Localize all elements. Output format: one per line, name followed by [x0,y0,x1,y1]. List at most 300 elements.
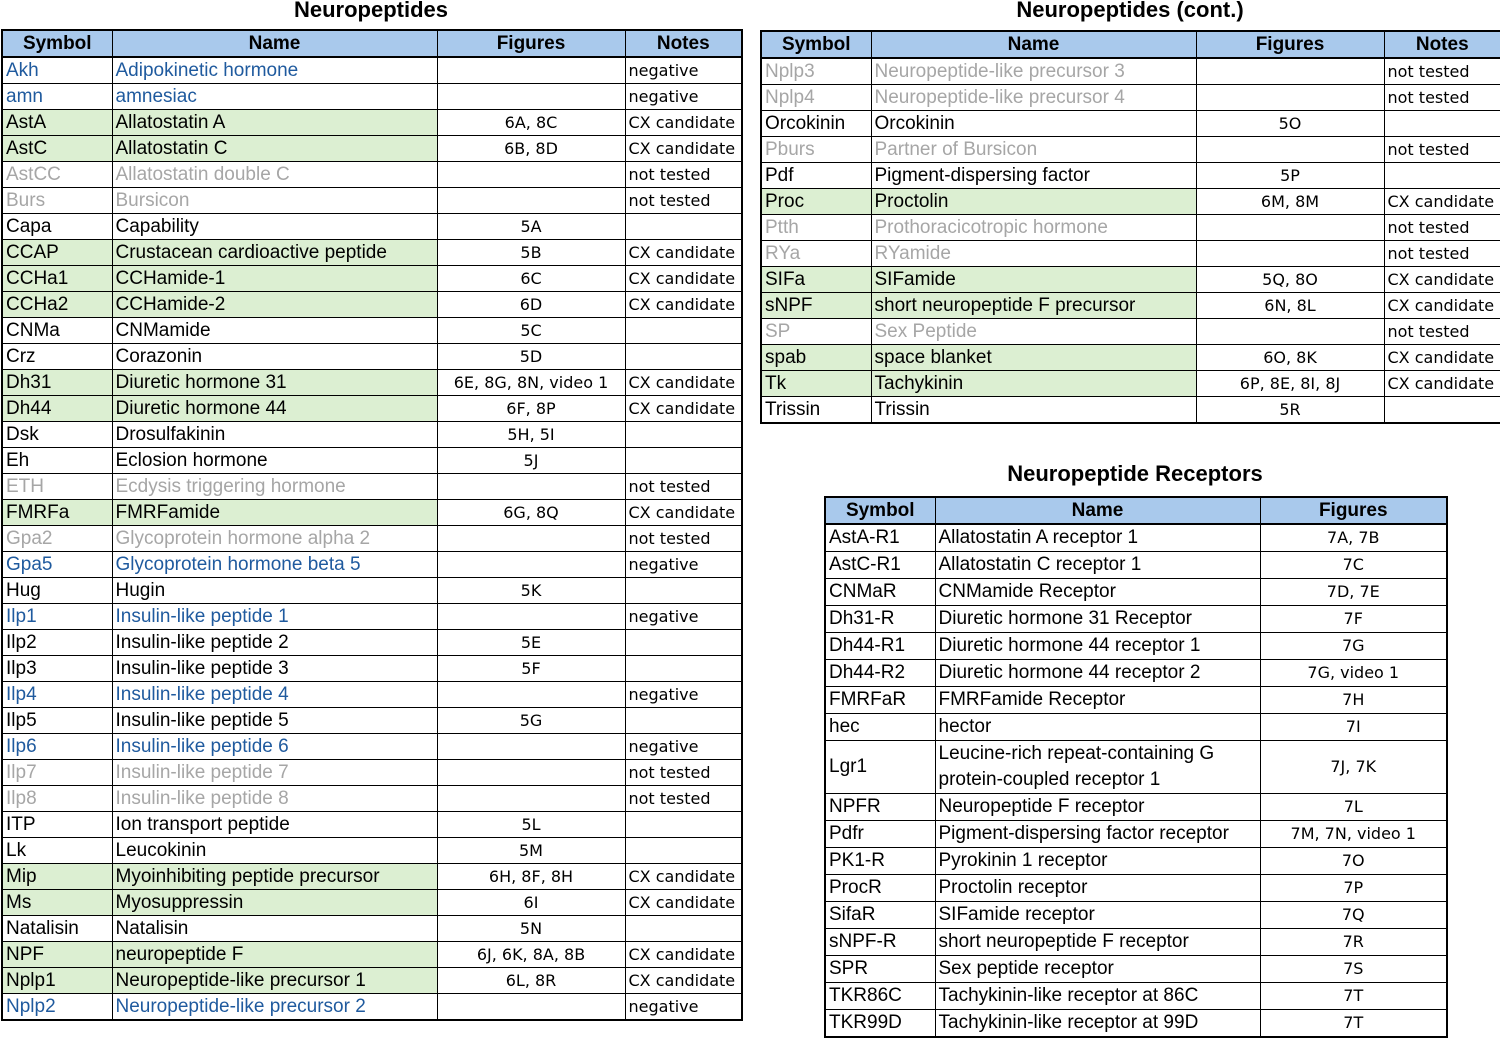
name-cell: Allatostatin C receptor 1 [935,552,1260,579]
notes-cell: not tested [1384,85,1500,111]
name-cell: Glycoprotein hormone beta 5 [112,552,437,578]
symbol-cell: Dh44-R2 [825,660,935,687]
symbol-cell: Nplp3 [761,58,871,85]
symbol-cell: CNMa [2,318,112,344]
name-cell: neuropeptide F [112,942,437,968]
figures-cell [1196,85,1384,111]
name-cell: Capability [112,214,437,240]
figures-cell: 7P [1260,875,1447,902]
table-row [2,84,742,110]
symbol-cell: Pdfr [825,821,935,848]
column-header-symbol: Symbol [2,30,112,57]
figures-cell: 7F [1260,606,1447,633]
figures-cell [1196,215,1384,241]
symbol-cell: Ilp6 [2,734,112,760]
name-cell: Prothoracicotropic hormone [871,215,1196,241]
symbol-cell: ProcR [825,875,935,902]
table-row [2,110,742,136]
notes-cell [625,812,742,838]
symbol-cell: Trissin [761,397,871,424]
table-row [2,188,742,214]
figures-cell [437,734,625,760]
table-row [761,345,1500,371]
figures-cell: 6J, 6K, 8A, 8B [437,942,625,968]
symbol-cell: Eh [2,448,112,474]
name-cell: Neuropeptide-like precursor 1 [112,968,437,994]
symbol-cell: Dh44 [2,396,112,422]
neuropeptides-cont-table [760,30,1500,424]
figures-cell: 5M [437,838,625,864]
name-cell: Myosuppressin [112,890,437,916]
notes-cell [1384,163,1500,189]
notes-cell [1384,397,1500,424]
figures-cell: 6D [437,292,625,318]
notes-cell: CX candidate [1384,345,1500,371]
name-cell: CNMamide Receptor [935,579,1260,606]
symbol-cell: Pburs [761,137,871,163]
figures-cell: 6M, 8M [1196,189,1384,215]
name-cell: Bursicon [112,188,437,214]
figures-cell [437,474,625,500]
name-cell: Pigment-dispersing factor receptor [935,821,1260,848]
table-row [2,916,742,942]
notes-cell [625,838,742,864]
figures-cell: 7T [1260,983,1447,1010]
notes-cell: not tested [1384,319,1500,345]
figures-cell [437,682,625,708]
name-cell: Corazonin [112,344,437,370]
figures-cell: 5G [437,708,625,734]
table-row [2,396,742,422]
table-row [825,848,1447,875]
column-header-name: Name [112,30,437,57]
name-cell: Tachykinin [871,371,1196,397]
name-cell: Diuretic hormone 44 receptor 2 [935,660,1260,687]
figures-cell [1196,137,1384,163]
figures-cell: 5P [1196,163,1384,189]
notes-cell [625,708,742,734]
notes-cell: CX candidate [625,110,742,136]
symbol-cell: CCHa2 [2,292,112,318]
name-cell: Ion transport peptide [112,812,437,838]
symbol-cell: Lk [2,838,112,864]
symbol-cell: Ptth [761,215,871,241]
table-title-neuropeptides: Neuropeptides [293,0,449,22]
name-cell: Insulin-like peptide 1 [112,604,437,630]
symbol-cell: Ilp2 [2,630,112,656]
name-cell: Drosulfakinin [112,422,437,448]
figures-cell: 6A, 8C [437,110,625,136]
column-header-notes: Notes [625,30,742,57]
name-cell: FMRFamide [112,500,437,526]
table-row [2,474,742,500]
symbol-cell: Proc [761,189,871,215]
name-cell: amnesiac [112,84,437,110]
notes-cell: negative [625,682,742,708]
notes-cell: negative [625,994,742,1021]
figures-cell [437,604,625,630]
table-row [2,422,742,448]
table-row [2,630,742,656]
table-row [761,85,1500,111]
figures-cell: 5A [437,214,625,240]
symbol-cell: CCAP [2,240,112,266]
symbol-cell: Ilp5 [2,708,112,734]
notes-cell: CX candidate [1384,293,1500,319]
notes-cell [625,422,742,448]
symbol-cell: SPR [825,956,935,983]
notes-cell: CX candidate [625,864,742,890]
table-row [2,318,742,344]
symbol-cell: CCHa1 [2,266,112,292]
table-row [2,578,742,604]
symbol-cell: PK1-R [825,848,935,875]
figures-cell [1196,319,1384,345]
name-cell: short neuropeptide F receptor [935,929,1260,956]
figures-cell [437,786,625,812]
table-row [2,162,742,188]
figures-cell: 6N, 8L [1196,293,1384,319]
name-cell: Sex peptide receptor [935,956,1260,983]
table-row [2,786,742,812]
symbol-cell: sNPF-R [825,929,935,956]
table-row [761,293,1500,319]
figures-cell [437,84,625,110]
notes-cell: CX candidate [625,266,742,292]
symbol-cell: Ilp3 [2,656,112,682]
symbol-cell: Lgr1 [825,741,935,794]
table-row [825,929,1447,956]
column-header-figures: Figures [437,30,625,57]
symbol-cell: Nplp2 [2,994,112,1021]
table-row [825,524,1447,552]
name-cell: Allatostatin A receptor 1 [935,524,1260,552]
notes-cell [625,318,742,344]
name-cell: short neuropeptide F precursor [871,293,1196,319]
figures-cell: 5D [437,344,625,370]
table-row [2,890,742,916]
table-row [825,956,1447,983]
symbol-cell: ITP [2,812,112,838]
figures-cell: 7C [1260,552,1447,579]
notes-cell: CX candidate [1384,267,1500,293]
table-row [2,136,742,162]
symbol-cell: Ilp8 [2,786,112,812]
notes-cell [625,448,742,474]
name-cell: Diuretic hormone 44 [112,396,437,422]
table-row [825,821,1447,848]
name-cell: Insulin-like peptide 5 [112,708,437,734]
figures-cell: 7S [1260,956,1447,983]
name-cell: Crustacean cardioactive peptide [112,240,437,266]
symbol-cell: Pdf [761,163,871,189]
figures-cell [1196,58,1384,85]
column-header-symbol: Symbol [761,31,871,58]
table-row [825,552,1447,579]
symbol-cell: AstA [2,110,112,136]
table-row [2,864,742,890]
figures-cell: 5Q, 8O [1196,267,1384,293]
column-header-figures: Figures [1196,31,1384,58]
figures-cell [437,760,625,786]
figures-cell: 7T [1260,1010,1447,1038]
table-row [761,215,1500,241]
table-row [761,111,1500,137]
symbol-cell: Natalisin [2,916,112,942]
symbol-cell: Hug [2,578,112,604]
figures-cell: 6F, 8P [437,396,625,422]
symbol-cell: SP [761,319,871,345]
notes-cell: CX candidate [625,500,742,526]
notes-cell [625,344,742,370]
table-row [2,968,742,994]
figures-cell: 6H, 8F, 8H [437,864,625,890]
figures-cell: 5O [1196,111,1384,137]
symbol-cell: Tk [761,371,871,397]
name-cell: hector [935,714,1260,741]
notes-cell: CX candidate [625,240,742,266]
table-row [2,682,742,708]
figures-cell [437,552,625,578]
symbol-cell: hec [825,714,935,741]
table-row [825,794,1447,821]
figures-cell: 5C [437,318,625,344]
symbol-cell: TKR86C [825,983,935,1010]
notes-cell: CX candidate [625,890,742,916]
table-row [825,902,1447,929]
figures-cell: 6I [437,890,625,916]
table-row [2,812,742,838]
symbol-cell: AstCC [2,162,112,188]
table-row [2,734,742,760]
symbol-cell: NPFR [825,794,935,821]
name-cell: Diuretic hormone 44 receptor 1 [935,633,1260,660]
figures-cell: 7M, 7N, video 1 [1260,821,1447,848]
table-row [2,266,742,292]
name-cell: Diuretic hormone 31 Receptor [935,606,1260,633]
symbol-cell: CNMaR [825,579,935,606]
notes-cell: CX candidate [625,136,742,162]
notes-cell: negative [625,84,742,110]
symbol-cell: Dh44-R1 [825,633,935,660]
table-row [2,838,742,864]
figures-cell: 7D, 7E [1260,579,1447,606]
column-header-notes: Notes [1384,31,1500,58]
figures-cell: 6B, 8D [437,136,625,162]
notes-cell: CX candidate [625,396,742,422]
figures-cell [437,994,625,1021]
name-cell: Insulin-like peptide 2 [112,630,437,656]
table-row [825,714,1447,741]
name-cell: Partner of Bursicon [871,137,1196,163]
notes-cell: not tested [625,526,742,552]
symbol-cell: Dh31-R [825,606,935,633]
figures-cell: 7G [1260,633,1447,660]
notes-cell: not tested [625,162,742,188]
symbol-cell: RYa [761,241,871,267]
symbol-cell: Crz [2,344,112,370]
table-row [825,1010,1447,1038]
figures-cell: 6C [437,266,625,292]
figures-cell: 5E [437,630,625,656]
name-cell: SIFamide receptor [935,902,1260,929]
figures-cell: 5L [437,812,625,838]
column-header-symbol: Symbol [825,497,935,524]
figures-cell: 5J [437,448,625,474]
name-cell: Sex Peptide [871,319,1196,345]
notes-cell: negative [625,604,742,630]
notes-cell [625,214,742,240]
table-row [2,292,742,318]
name-cell: CCHamide-1 [112,266,437,292]
name-cell: Neuropeptide-like precursor 3 [871,58,1196,85]
symbol-cell: Dh31 [2,370,112,396]
table-row [761,319,1500,345]
notes-cell: not tested [625,786,742,812]
figures-cell: 7Q [1260,902,1447,929]
symbol-cell: AstA-R1 [825,524,935,552]
table-row [2,214,742,240]
symbol-cell: Burs [2,188,112,214]
table-row [761,137,1500,163]
name-cell: Proctolin receptor [935,875,1260,902]
name-cell: Natalisin [112,916,437,942]
table-row [825,633,1447,660]
symbol-cell: FMRFa [2,500,112,526]
name-cell: CCHamide-2 [112,292,437,318]
notes-cell: not tested [1384,58,1500,85]
symbol-cell: Gpa5 [2,552,112,578]
name-cell: CNMamide [112,318,437,344]
symbol-cell: SIFa [761,267,871,293]
name-cell: Insulin-like peptide 3 [112,656,437,682]
table-title-neuropeptides-cont: Neuropeptides (cont.) [1016,0,1244,22]
name-cell: space blanket [871,345,1196,371]
name-cell: RYamide [871,241,1196,267]
figures-cell: 6O, 8K [1196,345,1384,371]
table-row [761,241,1500,267]
notes-cell: CX candidate [625,942,742,968]
name-cell: Allatostatin A [112,110,437,136]
table-row [761,267,1500,293]
symbol-cell: FMRFaR [825,687,935,714]
symbol-cell: Akh [2,57,112,84]
table-row [825,983,1447,1010]
notes-cell: CX candidate [1384,371,1500,397]
figures-cell [437,188,625,214]
table-row [761,58,1500,85]
table-row [2,604,742,630]
symbol-cell: Nplp4 [761,85,871,111]
notes-cell: not tested [625,188,742,214]
column-header-name: Name [935,497,1260,524]
symbol-cell: Capa [2,214,112,240]
figures-cell: 7H [1260,687,1447,714]
table-row [761,189,1500,215]
figures-cell: 5N [437,916,625,942]
table-row [825,741,1447,794]
figures-cell: 7I [1260,714,1447,741]
figures-cell [1196,241,1384,267]
notes-cell [625,656,742,682]
notes-cell: negative [625,552,742,578]
notes-cell [625,630,742,656]
symbol-cell: Ilp7 [2,760,112,786]
table-row [2,656,742,682]
figures-cell: 6P, 8E, 8I, 8J [1196,371,1384,397]
table-row [2,708,742,734]
notes-cell: CX candidate [625,292,742,318]
table-row [2,500,742,526]
name-cell: Neuropeptide F receptor [935,794,1260,821]
table-row [2,526,742,552]
table-row [825,579,1447,606]
symbol-cell: amn [2,84,112,110]
table-row [761,163,1500,189]
name-cell: FMRFamide Receptor [935,687,1260,714]
name-cell: Allatostatin double C [112,162,437,188]
notes-cell: negative [625,57,742,84]
name-cell: Neuropeptide-like precursor 4 [871,85,1196,111]
symbol-cell: Gpa2 [2,526,112,552]
name-cell: Proctolin [871,189,1196,215]
table-row [2,344,742,370]
name-cell: Hugin [112,578,437,604]
figures-cell: 7O [1260,848,1447,875]
notes-cell: negative [625,734,742,760]
figures-cell: 7A, 7B [1260,524,1447,552]
column-header-figures: Figures [1260,497,1447,524]
symbol-cell: SifaR [825,902,935,929]
symbol-cell: TKR99D [825,1010,935,1038]
symbol-cell: Mip [2,864,112,890]
figures-cell: 5B [437,240,625,266]
figures-cell: 7G, video 1 [1260,660,1447,687]
table-row [825,687,1447,714]
notes-cell: not tested [1384,137,1500,163]
figures-cell [437,57,625,84]
name-cell: Pyrokinin 1 receptor [935,848,1260,875]
notes-cell: not tested [625,760,742,786]
name-cell: Glycoprotein hormone alpha 2 [112,526,437,552]
notes-cell [625,916,742,942]
name-cell: SIFamide [871,267,1196,293]
name-cell: Neuropeptide-like precursor 2 [112,994,437,1021]
notes-cell: not tested [1384,215,1500,241]
neuropeptide-receptors-table [824,496,1448,1038]
notes-cell: not tested [625,474,742,500]
symbol-cell: AstC-R1 [825,552,935,579]
figures-cell [437,162,625,188]
figures-cell: 6E, 8G, 8N, video 1 [437,370,625,396]
symbol-cell: ETH [2,474,112,500]
symbol-cell: Dsk [2,422,112,448]
name-cell: Pigment-dispersing factor [871,163,1196,189]
name-cell: Insulin-like peptide 6 [112,734,437,760]
notes-cell [1384,111,1500,137]
symbol-cell: Nplp1 [2,968,112,994]
table-row [825,606,1447,633]
notes-cell: CX candidate [1384,189,1500,215]
symbol-cell: spab [761,345,871,371]
name-cell: Insulin-like peptide 8 [112,786,437,812]
column-header-name: Name [871,31,1196,58]
table-row [2,370,742,396]
name-cell: Leucine-rich repeat-containing G protein-coupled receptor 1 [935,741,1260,794]
name-cell: Insulin-like peptide 7 [112,760,437,786]
notes-cell: not tested [1384,241,1500,267]
figures-cell: 6G, 8Q [437,500,625,526]
